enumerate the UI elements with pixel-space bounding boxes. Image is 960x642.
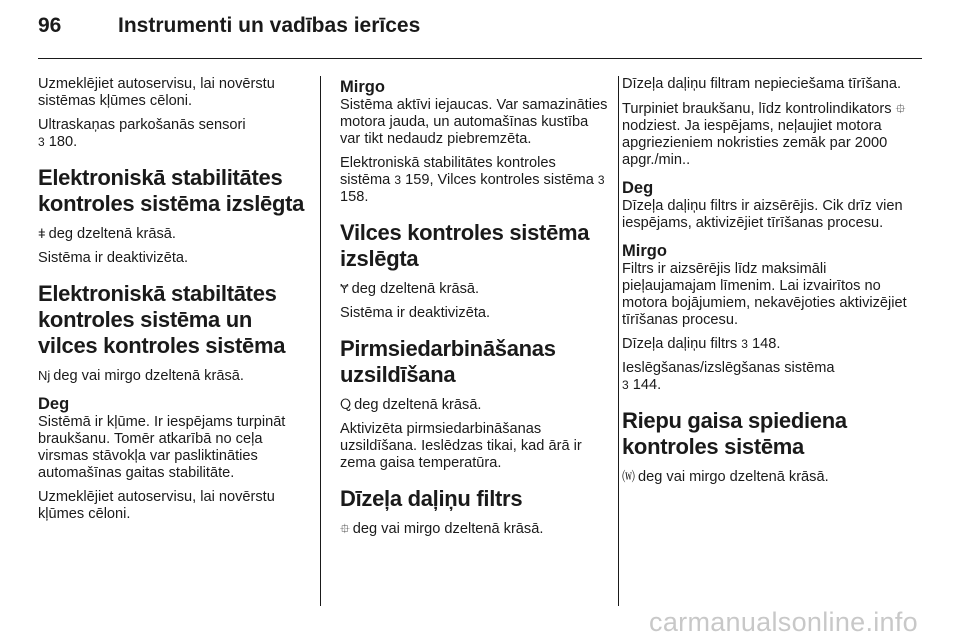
section-heading: Riepu gaisa spiediena kontroles sistēma bbox=[622, 408, 847, 459]
section-heading: Elektroniskā stabiltātes kontroles sistēma un vilces kontroles sistēma bbox=[38, 281, 286, 358]
paragraph: Turpiniet braukšanu, līdz kontrolindikators ⯐ nodziest. Ja iespējams, neļaujiet motora apgriezieniem nokristies zemāk par 2000 apgr./min.. bbox=[622, 101, 906, 168]
page-ref-arrow-icon: 3 bbox=[622, 378, 629, 392]
paragraph: Filtrs ir aizsērējis līdz maksimāli pieļaujamajam līmenim. Lai izvairītos no motora bojājumiem, nekavējoties aktivizējiet tīrīšanas procesu. bbox=[622, 261, 907, 328]
subheading: Mirgo bbox=[340, 78, 385, 96]
paragraph: Uzmeklējiet autoservisu, lai novērstu kļūmes cēloni. bbox=[38, 489, 275, 522]
paragraph: Dīzeļa daļiņu filtram nepieciešama tīrīšana. bbox=[622, 76, 902, 92]
paragraph: Uzmeklējiet autoservisu, lai novērstu sistēmas kļūmes cēloni. bbox=[38, 76, 275, 109]
column-divider bbox=[320, 76, 321, 606]
esc-icon: ǋ bbox=[38, 368, 51, 383]
column-divider bbox=[618, 76, 619, 606]
page-ref-arrow-icon: 3 bbox=[394, 173, 402, 187]
tire-pressure-icon: ⒲ bbox=[622, 469, 636, 484]
paragraph: Sistēmā ir kļūme. Ir iespējams turpināt braukšanu. Tomēr atkarībā no ceļa virsmas stāvokļa var pasliktināties automašīnas gaitas stabilitāte. bbox=[38, 414, 286, 481]
subheading: Deg bbox=[38, 395, 70, 413]
column-1 bbox=[38, 76, 306, 530]
column-2 bbox=[340, 76, 608, 545]
header-rule bbox=[38, 58, 922, 59]
page-header bbox=[38, 14, 420, 50]
paragraph: Ɏ deg dzeltenā krāsā. bbox=[340, 281, 480, 297]
paragraph: Dīzeļa daļiņu filtrs 3 148. bbox=[622, 336, 781, 352]
paragraph: Aktivizēta pirmsiedarbināšanas uzsildīšana. Ieslēdzas tikai, kad ārā ir zema gaisa temperatūra. bbox=[340, 421, 582, 471]
page-number: 96 bbox=[38, 14, 62, 37]
watermark: carmanualsonline.info bbox=[649, 607, 918, 637]
paragraph: Dīzeļa daļiņu filtrs ir aizsērējis. Cik drīz vien iespējams, aktivizējiet tīrīšanas procesu. bbox=[622, 198, 903, 231]
column-3 bbox=[622, 76, 912, 493]
page-ref-arrow-icon: 3 bbox=[597, 173, 605, 187]
esc-off-icon: ǂ bbox=[38, 226, 46, 241]
page-ref: 180. bbox=[48, 134, 78, 150]
paragraph: Ultraskaņas parkošanās sensori 3 180. bbox=[38, 117, 246, 150]
paragraph: ⯐ deg vai mirgo dzeltenā krāsā. bbox=[340, 521, 544, 537]
traction-control-off-icon: Ɏ bbox=[340, 281, 349, 296]
section-heading: Vilces kontroles sistēma izslēgta bbox=[340, 220, 590, 271]
page-ref-arrow-icon: 3 bbox=[741, 337, 748, 351]
preheat-coil-icon: Ⴍ bbox=[340, 397, 352, 412]
subheading: Mirgo bbox=[622, 242, 667, 260]
paragraph: Sistēma ir deaktivizēta. bbox=[38, 250, 189, 266]
paragraph: ǋ deg vai mirgo dzeltenā krāsā. bbox=[38, 368, 244, 384]
section-heading: Dīzeļa daļiņu filtrs bbox=[340, 486, 523, 511]
paragraph: Elektroniskā stabilitātes kontroles sistēma 3 159, Vilces kontroles sistēma 3 158. bbox=[340, 155, 605, 205]
section-heading: Elektroniskā stabilitātes kontroles sistēma izslēgta bbox=[38, 165, 305, 216]
paragraph: Sistēma ir deaktivizēta. bbox=[340, 305, 491, 321]
page-ref-arrow-icon: 3 bbox=[38, 135, 45, 149]
subheading: Deg bbox=[622, 179, 654, 197]
section-heading: Pirmsiedarbināšanas uzsildīšana bbox=[340, 336, 556, 387]
diesel-filter-icon: ⯐ bbox=[895, 101, 906, 116]
paragraph: Ⴍ deg dzeltenā krāsā. bbox=[340, 397, 482, 413]
paragraph: ǂ deg dzeltenā krāsā. bbox=[38, 226, 176, 242]
paragraph: ⒲ deg vai mirgo dzeltenā krāsā. bbox=[622, 469, 829, 485]
diesel-filter-icon: ⯐ bbox=[340, 521, 350, 536]
page-title: Instrumenti un vadības ierīces bbox=[118, 14, 421, 37]
paragraph: Sistēma aktīvi iejaucas. Var samazināties motora jauda, un automašīnas kustība var tikt nedaudz piebremzēta. bbox=[340, 97, 608, 147]
paragraph: Ieslēgšanas/izslēgšanas sistēma 3 144. bbox=[622, 360, 835, 393]
